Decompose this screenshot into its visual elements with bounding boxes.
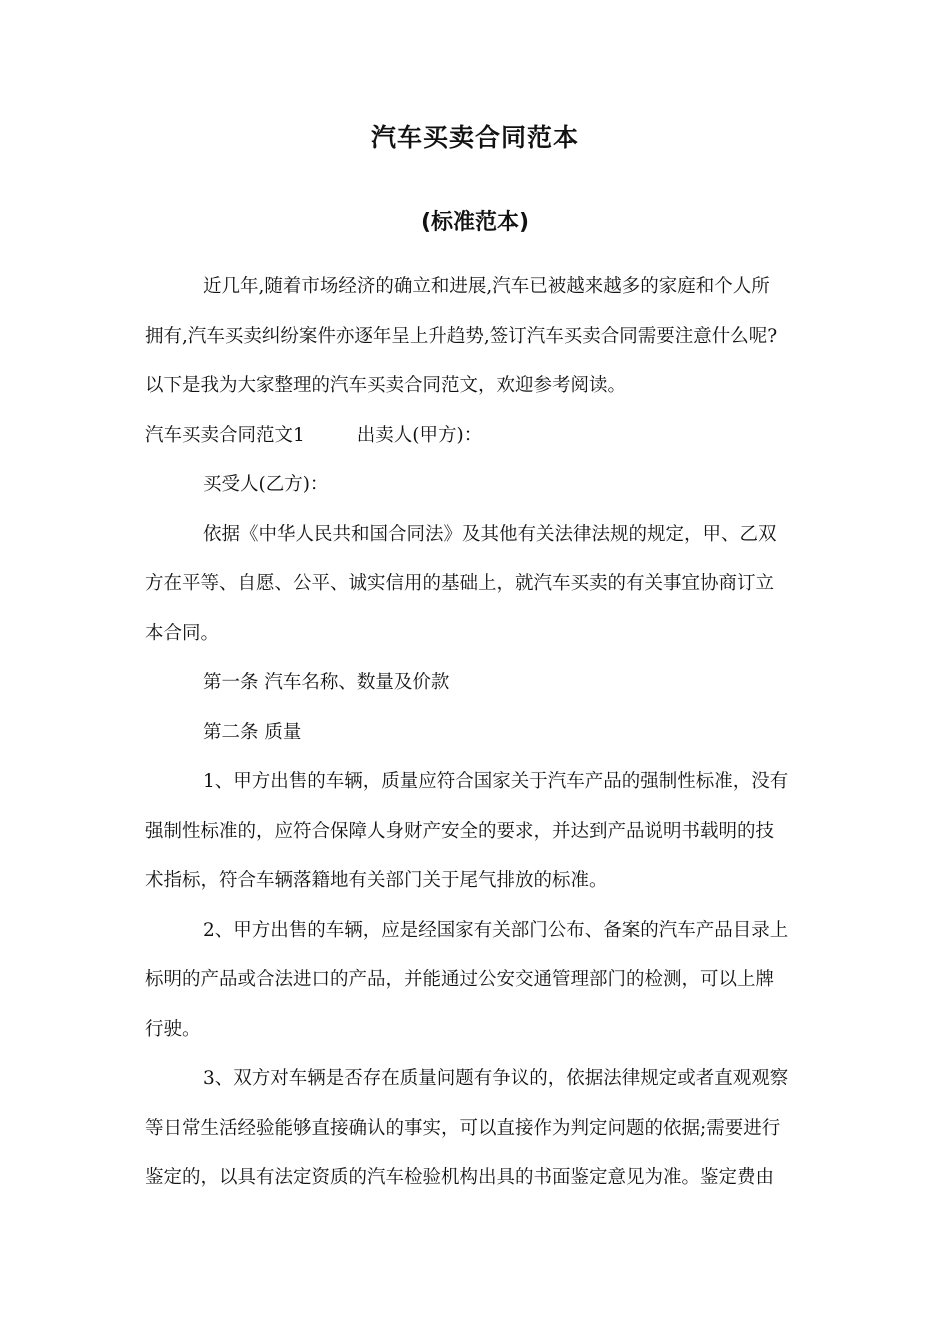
document-body [145,262,807,1203]
body-line: 方在平等、自愿、公平、诚实信用的基础上，就汽车买卖的有关事宜协商订立 [145,573,775,594]
body-line: 术指标，符合车辆落籍地有关部门关于尾气排放的标准。 [145,870,608,891]
body-line: 近几年,随着市场经济的确立和进展,汽车已被越来越多的家庭和个人所 [203,276,770,297]
body-line: 3、双方对车辆是否存在质量问题有争议的，依据法律规定或者直观观察 [203,1068,789,1089]
body-line: 依据《中华人民共和国合同法》及其他有关法律法规的规定，甲、乙双 [203,523,777,545]
body-line: 以下是我为大家整理的汽车买卖合同范文，欢迎参考阅读。 [145,375,627,396]
body-line: 强制性标准的，应符合保障人身财产安全的要求，并达到产品说明书载明的技 [145,820,775,842]
body-line: 1、甲方出售的车辆，质量应符合国家关于汽车产品的强制性标准，没有 [203,771,789,792]
body-line: 标明的产品或合法进口的产品，并能通过公安交通管理部门的检测，可以上牌 [145,969,775,990]
body-line: 本合同。 [145,622,220,644]
document-title: 汽车买卖合同范本 [370,123,579,152]
seller-label: 出卖人(甲方)： [356,424,483,446]
body-line: 等日常生活经验能够直接确认的事实，可以直接作为判定问题的依据;需要进行 [145,1117,781,1139]
body-line: 行驶。 [145,1018,201,1040]
document-subtitle: (标准范本) [420,210,530,235]
sample-label: 汽车买卖合同范文1 [145,424,305,446]
body-line: 2、甲方出售的车辆，应是经国家有关部门公布、备案的汽车产品目录上 [203,919,789,941]
article-heading: 第一条 汽车名称、数量及价款 [203,672,450,693]
body-line [145,460,807,510]
body-line: 鉴定的，以具有法定资质的汽车检验机构出具的书面鉴定意见为准。鉴定费由 [145,1167,775,1188]
article-heading: 第二条 质量 [203,721,302,743]
body-line [145,411,807,461]
body-line: 拥有,汽车买卖纠纷案件亦逐年呈上升趋势,签订汽车买卖合同需要注意什么呢? [145,325,778,347]
buyer-label: 买受人(乙方)： [203,474,329,495]
